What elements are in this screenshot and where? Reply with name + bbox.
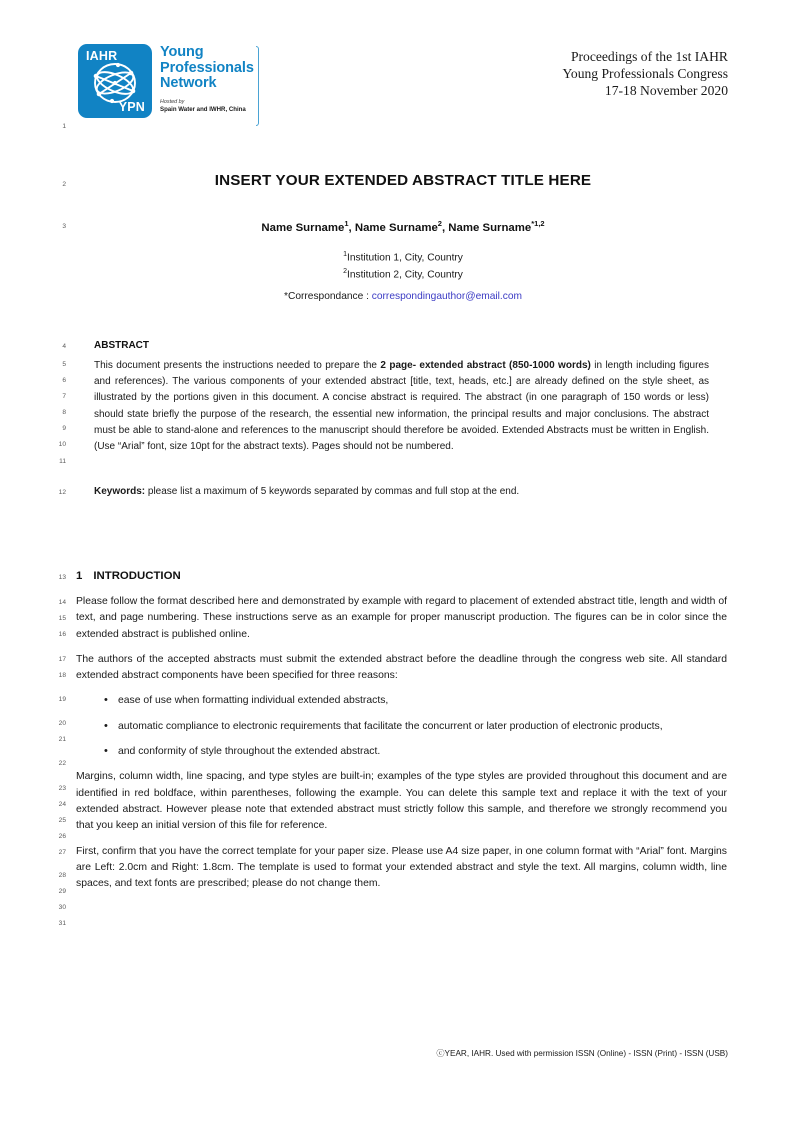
line-number: 26 [58, 833, 66, 840]
keywords-text: please list a maximum of 5 keywords separated by commas and full stop at the end. [145, 486, 520, 497]
line-number: 25 [58, 817, 66, 824]
author-3-name: Name Surname [448, 221, 532, 234]
page-title: INSERT YOUR EXTENDED ABSTRACT TITLE HERE [214, 172, 592, 189]
author-2-name: Name Surname [354, 221, 438, 234]
proceedings-line-2: Young Professionals Congress [562, 66, 728, 82]
line-number: 21 [58, 736, 66, 743]
line-number: 18 [58, 672, 66, 679]
logo-host-name: Spain Water and IWHR, China [160, 105, 246, 113]
line-number: 30 [58, 904, 66, 911]
line-number: 29 [58, 888, 66, 895]
line-number: 11 [59, 458, 66, 465]
line-number: 8 [62, 409, 66, 416]
line-number: 14 [58, 599, 66, 606]
paragraph-4: First, confirm that you have the correct template for your paper size. Please use A4 size paper, in one column format with “Arial” font. Margins are Left: 2.0cm and Right: 1.8cm. The template is used to format your extended abstract and style the text. All margins, column width, line spaces, and text fonts are prescribed; please do not change them. [76, 845, 727, 890]
affiliation-1-text: Institution 1, City, Country [347, 252, 463, 264]
author-2-affiliation-marker: 2 [437, 219, 442, 228]
document-header [78, 44, 728, 130]
line-number: 15 [58, 615, 66, 622]
globe-network-icon [87, 61, 143, 105]
author-separator-2: , [441, 221, 449, 234]
logo-wordmark [160, 44, 254, 114]
proceedings-date: 17-18 November 2020 [604, 83, 728, 99]
page-footer: ⓒYEAR, IAHR. Used with permission ISSN (Online) - ISSN (Print) - ISSN (USB) [436, 1049, 728, 1058]
section-heading-introduction [76, 570, 181, 582]
section-title: INTRODUCTION [93, 570, 181, 582]
line-number: 9 [62, 425, 66, 432]
affiliation-1-marker: 1 [343, 251, 347, 258]
affiliation-2-text: Institution 2, City, Country [347, 269, 463, 281]
logo-word-young: Young [160, 44, 204, 60]
iahr-logo-badge [78, 44, 152, 118]
line-number: 22 [58, 760, 66, 767]
reasons-bullet-list [76, 693, 727, 760]
affiliation-2-marker: 2 [343, 267, 347, 275]
keywords-line [94, 484, 709, 500]
paragraph-2: The authors of the accepted abstracts must submit the extended abstract before the deadline through the congress web site. All standard extended abstract components have been specified for three reasons: [76, 653, 727, 682]
list-item: • ease of use when formatting individual extended abstracts, [118, 693, 727, 709]
paragraph-3: Margins, column width, line spacing, and type styles are built-in; examples of the type styles are provided throughout this document and are identified in red boldface, within parentheses, following the example. You can delete this sample text and replace it with the text of your extended abstract. However please note that extended abstract must strictly follow this sample, and therefore we strongly recommend you that you keep an initial version of this file for reference. [76, 771, 727, 832]
line-number: 23 [58, 785, 66, 792]
affiliation-1 [78, 248, 728, 265]
author-1-affiliation-marker: 1 [344, 219, 349, 228]
abstract-text-part-2: in length including figures and references). The various components of your extended abstract [title, text, heads, etc.] are already defined on the style sheet, as illustrated by the portions given in this document. A concise abstract is required. The abstract (in one paragraph of 150 words or less) should state briefly the purpose of the research, the essential new information, the principal results and major conclusions. The abstract must be able to stand-alone and references to the manuscript should therefore be avoided. Extended Abstracts must be written in English. (Use “Arial” font, size 10pt for the abstract texts). Pages should not be numbered. [94, 360, 709, 453]
author-1-name: Name Surname [261, 221, 345, 234]
line-number: 28 [58, 872, 66, 879]
logo-badge-ypn-text: YPN [118, 100, 145, 114]
line-number: 3 [62, 223, 66, 230]
logo-badge-iahr-text: IAHR [86, 49, 118, 63]
logo-word-professionals: Professionals [160, 59, 254, 76]
affiliation-list [78, 248, 728, 282]
line-number: 31 [58, 920, 66, 927]
line-number: 20 [58, 720, 66, 727]
correspondence-line [78, 291, 728, 302]
section-body [76, 594, 727, 901]
logo-hosted-by-label: Hosted by [160, 98, 185, 105]
proceedings-line-1: Proceedings of the 1st IAHR [570, 49, 728, 64]
list-item: • and conformity of style throughout the extended abstract. [118, 744, 727, 760]
line-number: 4 [62, 343, 66, 350]
abstract-text-part-1: This document presents the instructions needed to prepare the [94, 360, 381, 371]
abstract-section [94, 340, 709, 455]
logo-word-network: Network [160, 75, 217, 91]
abstract-text [94, 358, 709, 455]
paragraph-1: Please follow the format described here and demonstrated by example with regard to placement of extended abstract title, length and width of text, and page numbering. These instructions serve as an example for proper manuscript production. The figures can be in color since the extended abstract is published online. [76, 596, 727, 640]
abstract-text-bold: 2 page- extended abstract (850-1000 words) [380, 360, 591, 371]
proceedings-info [562, 48, 728, 100]
list-item: • automatic compliance to electronic requirements that facilitate the concurrent or later production of electronic products, [118, 719, 727, 735]
line-number: 6 [62, 377, 66, 384]
line-number: 12 [58, 489, 66, 496]
logo-bracket-divider [256, 46, 259, 126]
line-number: 17 [58, 656, 66, 663]
keywords-label: Keywords: [94, 486, 146, 497]
iahr-ypn-logo [78, 44, 264, 130]
section-number: 1 [76, 570, 83, 582]
correspondence-email-link[interactable]: correspondingauthor@email.com [371, 291, 522, 302]
line-number: 5 [62, 361, 66, 368]
line-number: 27 [58, 849, 66, 856]
affiliation-2 [78, 265, 728, 282]
line-number: 13 [58, 574, 66, 581]
abstract-heading: ABSTRACT [94, 340, 149, 351]
line-number: 24 [58, 801, 66, 808]
author-list [78, 219, 728, 234]
line-number: 19 [58, 696, 66, 703]
line-number: 2 [62, 181, 66, 188]
line-number: 7 [62, 393, 66, 400]
author-separator-1: , [348, 221, 355, 234]
line-number: 10 [58, 441, 66, 448]
line-number: 16 [58, 631, 66, 638]
correspondence-label: *Correspondance : [284, 291, 372, 302]
author-3-affiliation-marker: *1,2 [531, 219, 545, 228]
line-number: 1 [62, 123, 66, 130]
